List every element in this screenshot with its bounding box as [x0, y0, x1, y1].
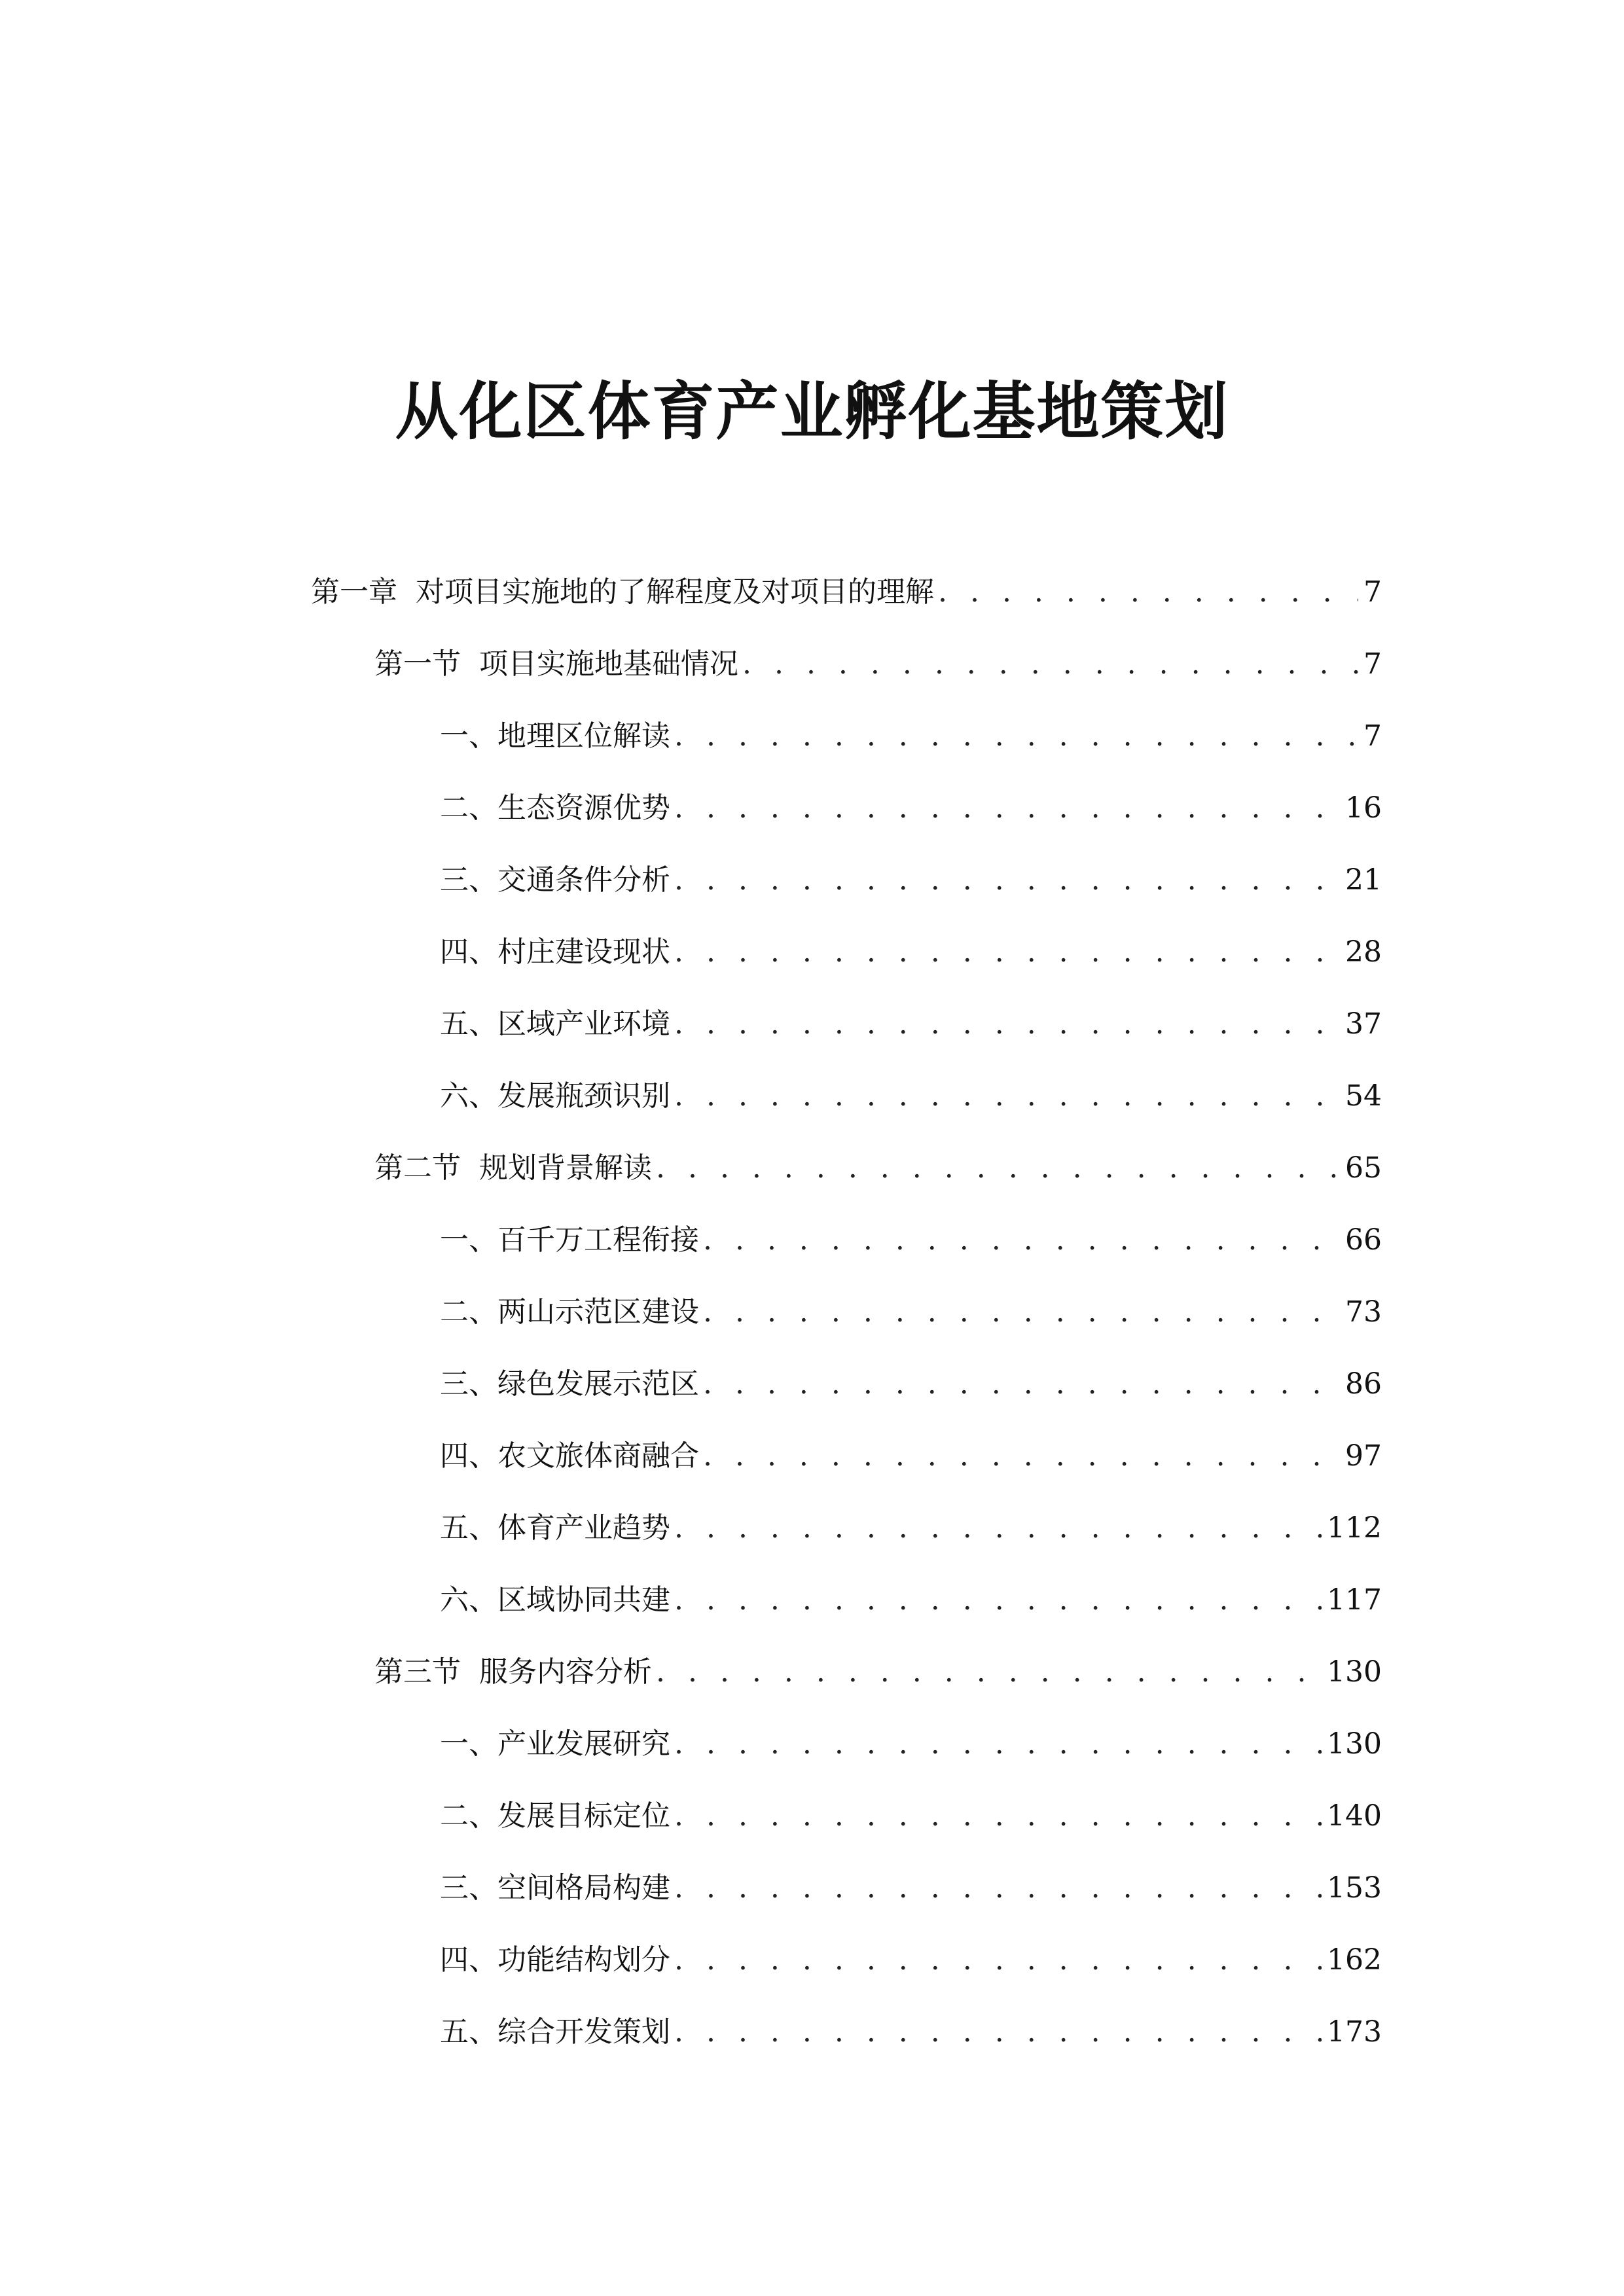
toc-dot-leader — [938, 574, 1358, 611]
toc-page-number: 7 — [1363, 719, 1382, 753]
toc-entry-label: 村庄建设现状 — [497, 935, 670, 969]
toc-subsection[interactable] — [0, 1564, 1624, 1636]
toc-dot-leader — [674, 1726, 1322, 1763]
toc-entry-number: 五、 — [440, 1007, 497, 1041]
toc-dot-leader — [674, 1078, 1340, 1115]
toc-entry-label: 项目实施地基础情况 — [479, 647, 738, 681]
toc-page-number: 7 — [1363, 575, 1382, 609]
document-title: 从化区体育产业孵化基地策划 — [395, 374, 1229, 449]
toc-entry-number: 四、 — [440, 1439, 497, 1473]
toc-page-number: 162 — [1327, 1943, 1382, 1977]
toc-dot-leader — [674, 1870, 1322, 1907]
toc-entry-label: 生态资源优势 — [497, 791, 670, 825]
toc-dot-leader — [674, 1942, 1322, 1979]
toc-subsection[interactable] — [0, 1780, 1624, 1852]
toc-page-number: 112 — [1327, 1511, 1382, 1545]
toc-entry-number: 二、 — [440, 791, 497, 825]
toc-entry-number: 一、 — [440, 1727, 497, 1761]
toc-subsection[interactable] — [0, 1996, 1624, 2068]
toc-page-number: 7 — [1363, 647, 1382, 681]
toc-entry-number: 三、 — [440, 1871, 497, 1905]
toc-page-number: 130 — [1327, 1655, 1382, 1689]
toc-entry-label: 区域产业环境 — [497, 1007, 670, 1041]
toc-section[interactable] — [0, 1132, 1624, 1204]
toc-subsection[interactable] — [0, 772, 1624, 844]
toc-dot-leader — [674, 1006, 1340, 1043]
toc-entry-number: 二、 — [440, 1295, 497, 1329]
toc-page-number: 66 — [1345, 1223, 1382, 1257]
toc-page-number: 140 — [1327, 1799, 1382, 1833]
toc-subsection[interactable] — [0, 1276, 1624, 1348]
toc-entry-label: 体育产业趋势 — [497, 1511, 670, 1545]
toc-dot-leader — [703, 1222, 1340, 1259]
toc-subsection[interactable] — [0, 916, 1624, 988]
toc-page-number: 65 — [1345, 1151, 1382, 1185]
toc-dot-leader — [674, 934, 1340, 971]
toc-entry-label: 两山示范区建设 — [497, 1295, 699, 1329]
toc-subsection[interactable] — [0, 1348, 1624, 1420]
toc-subsection[interactable] — [0, 1924, 1624, 1996]
toc-chapter[interactable] — [0, 556, 1624, 628]
toc-page-number: 54 — [1345, 1079, 1382, 1113]
toc-subsection[interactable] — [0, 700, 1624, 772]
toc-dot-leader — [703, 1366, 1340, 1403]
toc-entry-number: 四、 — [440, 935, 497, 969]
toc-dot-leader — [674, 718, 1358, 755]
toc-entry-label: 地理区位解读 — [497, 719, 670, 753]
toc-subsection[interactable] — [0, 1492, 1624, 1564]
toc-entry-number: 五、 — [440, 2015, 497, 2049]
toc-entry-number: 第三节 — [374, 1655, 461, 1689]
toc-entry-number: 第一节 — [374, 647, 461, 681]
toc-entry-number: 第二节 — [374, 1151, 461, 1185]
toc-dot-leader — [674, 862, 1340, 899]
toc-page-number: 86 — [1345, 1367, 1382, 1401]
toc-page-number: 173 — [1327, 2015, 1382, 2049]
toc-entry-number: 二、 — [440, 1799, 497, 1833]
toc-entry-label: 绿色发展示范区 — [497, 1367, 699, 1401]
toc-subsection[interactable] — [0, 844, 1624, 916]
toc-section[interactable] — [0, 628, 1624, 700]
toc-page-number: 16 — [1345, 791, 1382, 825]
toc-entry-label: 功能结构划分 — [497, 1943, 670, 1977]
toc-page-number: 153 — [1327, 1871, 1382, 1905]
toc-entry-label: 综合开发策划 — [497, 2015, 670, 2049]
toc-page-number: 73 — [1345, 1295, 1382, 1329]
toc-page-number: 37 — [1345, 1007, 1382, 1041]
toc-entry-label: 发展瓶颈识别 — [497, 1079, 670, 1113]
toc-page-number: 28 — [1345, 935, 1382, 969]
toc-entry-label: 区域协同共建 — [497, 1583, 670, 1617]
toc-dot-leader — [674, 1798, 1322, 1835]
toc-entry-number: 四、 — [440, 1943, 497, 1977]
toc-entry-label: 百千万工程衔接 — [497, 1223, 699, 1257]
toc-entry-label: 产业发展研究 — [497, 1727, 670, 1761]
toc-page-number: 21 — [1345, 863, 1382, 897]
toc-entry-number: 三、 — [440, 1367, 497, 1401]
toc-dot-leader — [674, 1510, 1322, 1547]
toc-dot-leader — [674, 790, 1340, 827]
toc-dot-leader — [703, 1438, 1340, 1475]
toc-subsection[interactable] — [0, 1708, 1624, 1780]
toc-entry-number: 六、 — [440, 1583, 497, 1617]
toc-subsection[interactable] — [0, 1204, 1624, 1276]
toc-dot-leader — [703, 1294, 1340, 1331]
toc-entry-label: 交通条件分析 — [497, 863, 670, 897]
toc-entry-number: 一、 — [440, 719, 497, 753]
toc-section[interactable] — [0, 1636, 1624, 1708]
toc-entry-number: 第一章 — [311, 575, 397, 609]
toc-dot-leader — [656, 1654, 1322, 1691]
toc-subsection[interactable] — [0, 1852, 1624, 1924]
toc-entry-number: 一、 — [440, 1223, 497, 1257]
toc-dot-leader — [674, 1582, 1322, 1619]
toc-entry-label: 发展目标定位 — [497, 1799, 670, 1833]
toc-page-number: 97 — [1345, 1439, 1382, 1473]
toc-entry-number: 五、 — [440, 1511, 497, 1545]
toc-entry-label: 农文旅体商融合 — [497, 1439, 699, 1473]
toc-entry-label: 对项目实施地的了解程度及对项目的理解 — [416, 575, 934, 609]
table-of-contents — [0, 556, 1624, 2068]
toc-entry-label: 服务内容分析 — [479, 1655, 652, 1689]
toc-page-number: 130 — [1327, 1727, 1382, 1761]
toc-dot-leader — [656, 1150, 1340, 1187]
toc-entry-number: 三、 — [440, 863, 497, 897]
toc-subsection[interactable] — [0, 1060, 1624, 1132]
toc-entry-label: 空间格局构建 — [497, 1871, 670, 1905]
toc-subsection[interactable] — [0, 1420, 1624, 1492]
toc-entry-number: 六、 — [440, 1079, 497, 1113]
toc-dot-leader — [674, 2014, 1322, 2051]
toc-entry-label: 规划背景解读 — [479, 1151, 652, 1185]
toc-subsection[interactable] — [0, 988, 1624, 1060]
toc-dot-leader — [742, 646, 1358, 683]
toc-page-number: 117 — [1327, 1583, 1382, 1617]
